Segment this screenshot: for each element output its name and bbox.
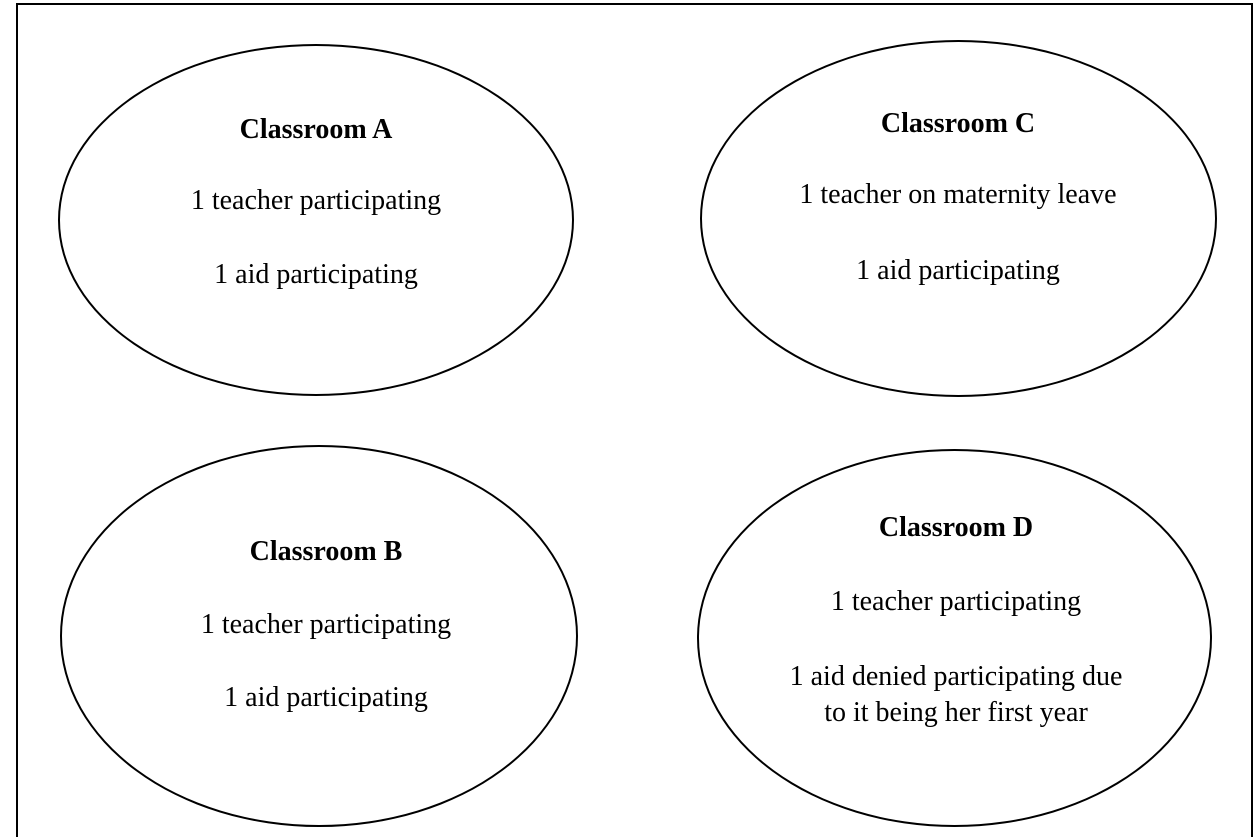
classroom-d-teacher: 1 teacher participating [830,586,1082,617]
classroom-b-teacher: 1 teacher participating [200,609,452,640]
classroom-a-title: Classroom A [239,114,393,145]
classroom-c-ellipse [700,40,1217,397]
classroom-a-aid: 1 aid participating [214,259,418,290]
classroom-b-title: Classroom B [249,536,403,567]
classroom-d-ellipse [697,449,1212,827]
classroom-c-aid: 1 aid participating [856,255,1060,286]
classroom-b-aid: 1 aid participating [224,682,428,713]
classroom-d-aid: 1 aid denied participating due to it being her first year [789,661,1123,728]
classroom-c-title: Classroom C [880,108,1036,139]
classroom-c-teacher: 1 teacher on maternity leave [799,179,1117,210]
classroom-a-ellipse [58,44,574,396]
classroom-d-title: Classroom D [878,512,1034,543]
classroom-a-teacher: 1 teacher participating [190,185,442,216]
